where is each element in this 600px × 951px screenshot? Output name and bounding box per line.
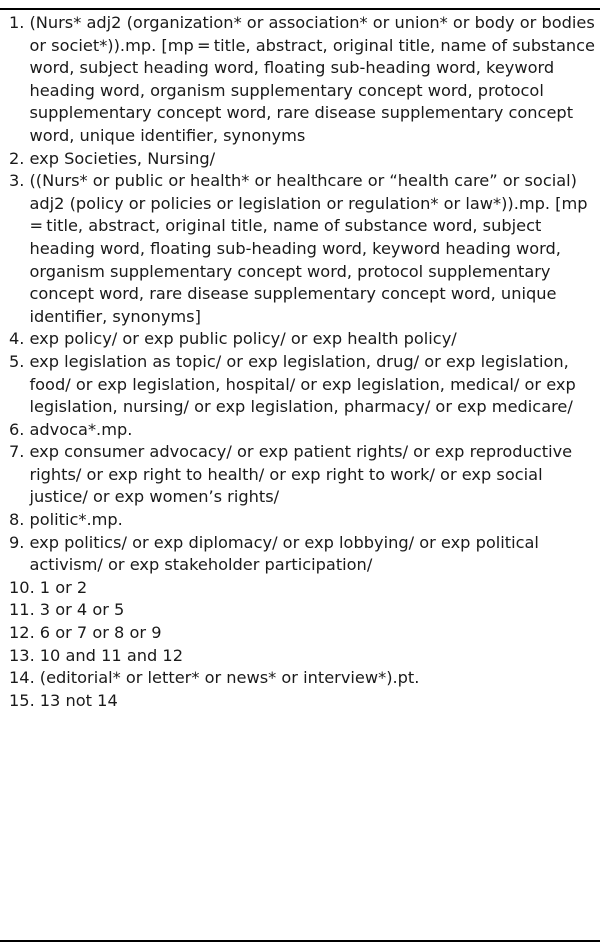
search-line-8 bbox=[9, 509, 595, 532]
line-text: 10 and 11 and 12 bbox=[39, 645, 184, 665]
search-strategy-list bbox=[9, 12, 595, 712]
line-number: 9. bbox=[9, 532, 25, 552]
line-number: 1. bbox=[9, 13, 25, 32]
search-line-9 bbox=[9, 532, 595, 577]
search-line-6 bbox=[9, 419, 595, 442]
line-number: 15. bbox=[9, 690, 35, 710]
line-text: exp Societies, Nursing/ bbox=[29, 148, 216, 168]
line-number: 5. bbox=[9, 351, 25, 371]
line-text: 3 or 4 or 5 bbox=[39, 600, 125, 620]
table-top-rule bbox=[0, 8, 600, 10]
line-text: advoca*.mp. bbox=[29, 419, 133, 439]
line-number: 3. bbox=[9, 171, 25, 191]
line-text: exp politics/ or exp diplomacy/ or exp lobbying/ or exp political activism/ or exp stakeholder participation/ bbox=[29, 532, 539, 575]
line-number: 8. bbox=[9, 510, 25, 530]
line-text: politic*.mp. bbox=[29, 510, 123, 530]
line-number: 4. bbox=[9, 329, 25, 349]
line-number: 10. bbox=[9, 577, 35, 597]
search-line-3 bbox=[9, 170, 595, 328]
line-text: 1 or 2 bbox=[39, 577, 88, 597]
line-number: 13. bbox=[9, 645, 35, 665]
search-line-13 bbox=[9, 645, 595, 668]
search-line-10 bbox=[9, 577, 595, 600]
search-line-4 bbox=[9, 328, 595, 351]
search-line-2 bbox=[9, 148, 595, 171]
line-number: 14. bbox=[9, 668, 35, 688]
search-line-7 bbox=[9, 441, 595, 509]
line-number: 11. bbox=[9, 600, 35, 620]
search-line-15 bbox=[9, 690, 595, 713]
line-text: (Nurs* adj2 (organization* or association* or union* or body or bodies or societ*)).mp. [mp = title, abstract, original title, name of substance word, subject heading word, floating sub-heading word, keyword heading word, organism supplementary concept word, protocol supplementary concept word, rare disease supplementary concept word, unique identifier, synonyms bbox=[29, 13, 595, 145]
line-text: ((Nurs* or public or health* or healthcare or “health care” or social) adj2 (policy or policies or legislation or regulation* or law*)).mp. [mp = title, abstract, original title, name of substance word, subject heading word, floating sub-heading word, keyword heading word, organism supplementary concept word, protocol supplementary concept word, rare disease supplementary concept word, unique identifier, synonyms] bbox=[29, 171, 591, 326]
line-text: exp consumer advocacy/ or exp patient rights/ or exp reproductive rights/ or exp right to health/ or exp right to work/ or exp social justice/ or exp women’s rights/ bbox=[29, 442, 573, 507]
line-number: 6. bbox=[9, 419, 25, 439]
search-line-14 bbox=[9, 667, 595, 690]
search-line-11 bbox=[9, 599, 595, 622]
line-number: 7. bbox=[9, 442, 25, 462]
line-text: (editorial* or letter* or news* or interview*).pt. bbox=[39, 668, 420, 688]
line-text: 6 or 7 or 8 or 9 bbox=[39, 623, 162, 643]
line-text: 13 not 14 bbox=[39, 690, 118, 710]
search-line-1 bbox=[9, 12, 595, 148]
line-number: 2. bbox=[9, 148, 25, 168]
line-number: 12. bbox=[9, 623, 35, 643]
search-line-12 bbox=[9, 622, 595, 645]
search-line-5 bbox=[9, 351, 595, 419]
line-text: exp legislation as topic/ or exp legislation, drug/ or exp legislation, food/ or exp legislation, hospital/ or exp legislation, medical/ or exp legislation, nursing/ or exp legislation, pharmacy/ or exp medicare/ bbox=[29, 351, 576, 417]
line-text: exp policy/ or exp public policy/ or exp health policy/ bbox=[29, 329, 457, 349]
table-bottom-rule bbox=[0, 940, 600, 942]
